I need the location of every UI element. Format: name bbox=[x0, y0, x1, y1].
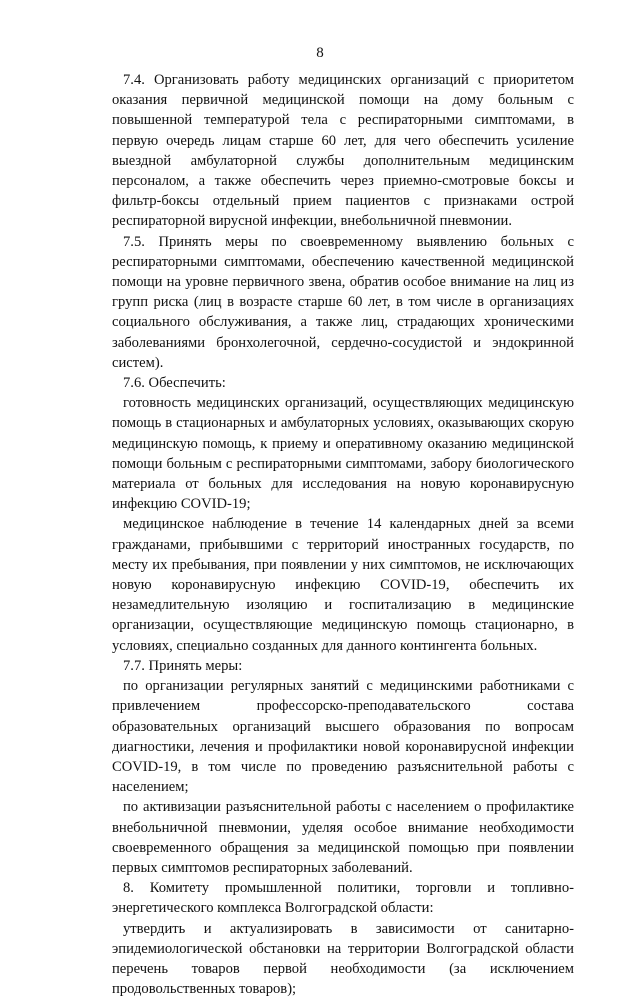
paragraph-7-6-readiness: готовность медицинских организаций, осуществляющих медицинскую помощь в стационарных и амбулаторных условиях, оказывающих скорую медицинскую помощь, к приему и оперативному оказанию медицинской помощи больным с респираторными симптомами, забору биологического материала от больных для исследования на новую коронавирусную инфекцию COVID-19; bbox=[112, 395, 574, 513]
paragraph-8: 8. Комитету промышленной политики, торговли и топливно-энергетического комплекса Волгоградской области: bbox=[112, 880, 574, 917]
paragraph-7-6-observation: медицинское наблюдение в течение 14 календарных дней за всеми гражданами, прибывшими с территорий иностранных государств, по месту их пребывания, при появлении у них симптомов, не исключающих новую коронавирусную инфекцию COVID-19, обеспечить их незамедлительную изоляцию и госпитализацию в медицинские организации, осуществляющие медицинскую помощь стационарно, в условиях, специально созданных для данного контингента больных. bbox=[112, 516, 574, 654]
paragraph-7-7: 7.7. Принять меры: bbox=[123, 657, 243, 674]
paragraph-8-goods-list: утвердить и актуализировать в зависимости от санитарно-эпидемиологической обстановки на территории Волгоградской области перечень товаров первой необходимости (за исключением продовольственных товаров); bbox=[112, 920, 574, 998]
paragraph-7-6: 7.6. Обеспечить: bbox=[123, 375, 226, 392]
paragraph-7-4: 7.4. Организовать работу медицинских организаций с приоритетом оказания первичной медицинской помощи на дому больным с повышенной температурой тела с респираторными симптомами, в первую очередь лицам старше 60 лет, для чего обеспечить усиление выездной амбулаторной службы дополнительным медицинским персоналом, а также обеспечить через приемно-смотровые боксы и фильтр-боксы отдельный прием пациентов с признаками острой респираторной вирусной инфекции, внебольничной пневмонии. bbox=[112, 72, 574, 230]
paragraph-7-5: 7.5. Принять меры по своевременному выявлению больных с респираторными симптомами, обеспечению качественной медицинской помощи на уровне первичного звена, обратив особое внимание на лиц из групп риска (лиц в возрасте старше 60 лет, в том числе в организациях социального обслуживания, а также лиц, страдающих хроническими заболеваниями бронхолегочной, сердечно-сосудистой и эндокринной систем). bbox=[112, 233, 574, 371]
document-body bbox=[112, 70, 574, 999]
page-number: 8 bbox=[316, 45, 324, 61]
paragraph-7-7-training: по организации регулярных занятий с медицинскими работниками с привлечением профессорско-преподавательского состава образовательных организаций высшего образования по вопросам диагностики, лечения и профилактики новой коронавирусной инфекции COVID-19, в том числе по проведению разъяснительной работы с населением; bbox=[112, 678, 574, 796]
paragraph-7-7-outreach: по активизации разъяснительной работы с населением о профилактике внебольничной пневмонии, уделяя особое внимание необходимости своевременного обращения за медицинской помощью при появлении первых симптомов респираторных заболеваний. bbox=[112, 799, 574, 876]
